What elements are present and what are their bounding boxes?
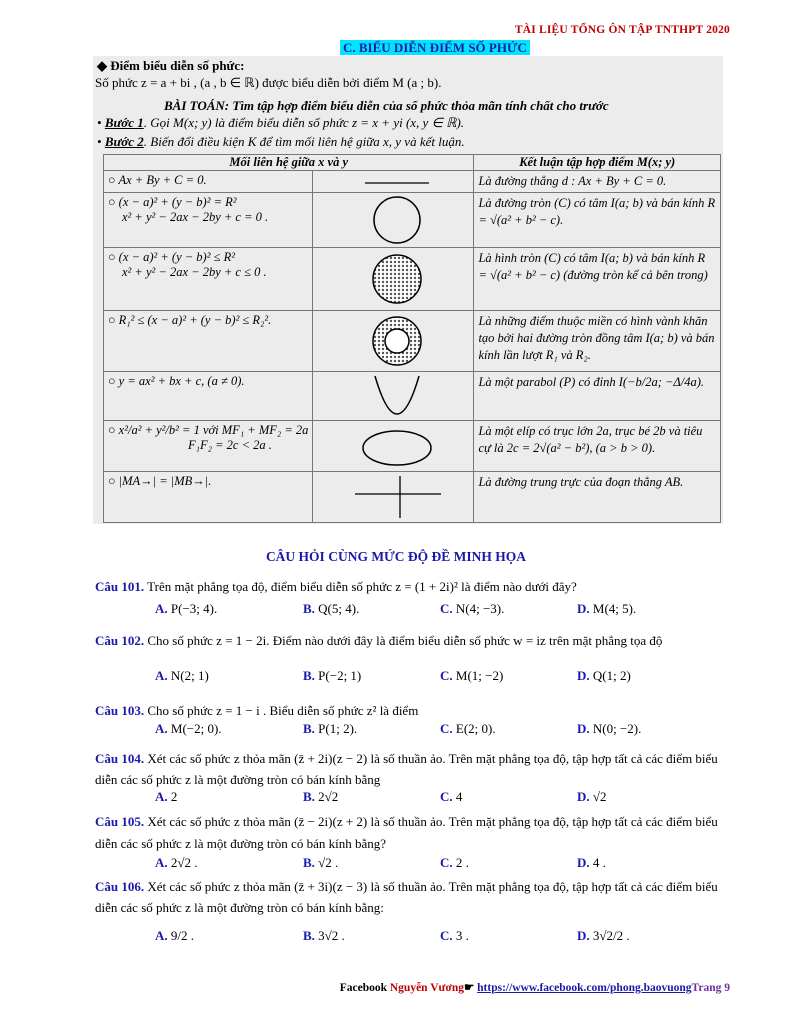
questions-title: CÂU HỎI CÙNG MỨC ĐỘ ĐỀ MINH HỌA [265,549,527,564]
theory-definition: Số phức z = a + bi , (a , b ∈ ℝ) được biểu diễn bởi điểm M (a ; b). [95,75,442,90]
option-d[interactable]: D. √2 [577,789,607,804]
theory-heading: ◆ Điểm biểu diễn số phức: [97,58,245,73]
question-101: Câu 101. Trên mặt phẳng tọa độ, điểm biểu diễn số phức z = (1 + 2i)² là điểm nào dưới đây? [95,579,577,594]
option-d[interactable]: D. N(0; −2). [577,721,642,736]
question-102: Câu 102. Cho số phức z = 1 − 2i. Điểm nào dưới đây là điểm biểu diễn số phức w = iz trên mặt phẳng tọa độ [95,633,663,648]
answer-options [155,855,715,873]
answer-options [155,668,715,686]
annulus-shape-icon [313,311,473,371]
option-a[interactable]: A. 2√2 . [155,855,198,870]
option-a[interactable]: A. P(−3; 4). [155,601,218,616]
disk-shape-icon [313,248,473,310]
option-a[interactable]: A. 2 [155,789,178,804]
step-1: • Bước 1. Gọi M(x; y) là điểm biểu diễn số phức z = x + yi (x, y ∈ ℝ). [97,115,465,130]
option-a[interactable]: A. N(2; 1) [155,668,209,683]
relation-table [103,154,721,523]
table-row: ○ Ax + By + C = 0. Là đường thẳng d : Ax + By + C = 0. [104,171,721,193]
header-title: TÀI LIỆU TỔNG ÔN TẬP TNTHPT 2020 [514,24,730,36]
option-d[interactable]: D. 3√2/2 . [577,928,630,943]
table-row: ○ (x − a)² + (y − b)² = R² x² + y² − 2ax − 2by + c = 0 . Là đường tròn (C) có tâm I(a; b) và bán kính R = √(a² + b² − c). [104,193,721,248]
table-row: ○ y = ax² + bx + c, (a ≠ 0). Là một parabol (P) có đỉnh I(−b/2a; −Δ/4a). [104,372,721,421]
option-b[interactable]: B. 3√2 . [303,928,345,943]
answer-options [155,721,715,739]
question-104: Câu 104. Xét các số phức z thỏa mãn (z̄ + 2i)(z − 2) là số thuần ảo. Trên mặt phẳng tọa độ, tập hợp tất cả các điểm biểu diễn các số phức z là một đường tròn có bán kính bằng [95,751,718,787]
option-b[interactable]: B. 2√2 [303,789,339,804]
option-a[interactable]: A. M(−2; 0). [155,721,222,736]
option-d[interactable]: D. 4 . [577,855,606,870]
table-row: ○ R₁² ≤ (x − a)² + (y − b)² ≤ R₂². Là những điểm thuộc miền có hình vành khăn tạo bởi hai đường tròn đồng tâm I(a; b) và bán kính lần lượt R₁ và R₂. [104,311,721,372]
option-a[interactable]: A. 9/2 . [155,928,195,943]
option-c[interactable]: C. 2 . [440,855,469,870]
option-d[interactable]: D. M(4; 5). [577,601,637,616]
question-103: Câu 103. Cho số phức z = 1 − i . Biểu diễn số phức z² là điểm [95,703,419,718]
section-title: C. BIỂU DIỄN ĐIỂM SỐ PHỨC [340,40,530,55]
option-c[interactable]: C. E(2; 0). [440,721,496,736]
option-c[interactable]: C. M(1; −2) [440,668,504,683]
option-c[interactable]: C. 4 [440,789,463,804]
page-footer: Facebook Nguyễn Vương☛ https://www.facebook.com/phong.baovuongTrang 9 [339,982,730,994]
circle-shape-icon [313,193,473,247]
facebook-link[interactable]: https://www.facebook.com/phong.baovuong [477,982,692,994]
line-shape-icon [313,171,473,189]
option-c[interactable]: C. 3 . [440,928,469,943]
option-d[interactable]: D. Q(1; 2) [577,668,631,683]
table-row: ○ x²/a² + y²/b² = 1 với MF₁ + MF₂ = 2a F₁F₂ = 2c < 2a . Là một elíp có trục lớn 2a, trục bé 2b và tiêu cự là 2c = 2√(a² − b²), (a > b > 0). [104,421,721,472]
option-b[interactable]: B. Q(5; 4). [303,601,360,616]
pointing-hand-icon: ☛ [463,982,478,994]
answer-options [155,601,715,619]
answer-options [155,789,715,807]
option-b[interactable]: B. √2 . [303,855,339,870]
option-b[interactable]: B. P(−2; 1) [303,668,362,683]
question-105: Câu 105. Xét các số phức z thỏa mãn (z̄ − 2i)(z + 2) là số thuần ảo. Trên mặt phẳng tọa độ, tập hợp tất cả các điểm biểu diễn các số phức z là một đường tròn có bán kính bằng? [95,814,718,851]
step-2: • Bước 2. Biến đổi điều kiện K để tìm mối liên hệ giữa x, y và kết luận. [97,134,465,149]
ellipse-shape-icon [313,421,473,471]
question-106: Câu 106. Xét các số phức z thỏa mãn (z̄ + 3i)(z − 3) là số thuần ảo. Trên mặt phẳng tọa độ, tập hợp tất cả các điểm biểu diễn các số phức z là một đường tròn có bán kính bằng: [95,879,718,915]
page-number: Trang 9 [691,982,730,994]
option-b[interactable]: B. P(1; 2). [303,721,358,736]
parabola-shape-icon [313,372,473,420]
table-head-left: Mối liên hệ giữa x và y [104,155,474,171]
table-head-right: Kết luận tập hợp điểm M(x; y) [474,155,721,171]
bisector-cross-icon [313,472,473,522]
problem-statement: BÀI TOÁN: Tìm tập hợp điểm biểu diễn của số phức thỏa mãn tính chất cho trước [164,98,609,113]
answer-options [155,928,715,946]
option-c[interactable]: C. N(4; −3). [440,601,505,616]
table-row: ○ |MA→| = |MB→|. Là đường trung trực của đoạn thẳng AB. [104,472,721,523]
table-row: ○ (x − a)² + (y − b)² ≤ R² x² + y² − 2ax − 2by + c ≤ 0 . Là hình tròn (C) có tâm I(a; b) và bán kính R = √(a² + b² − c) (đường tròn kể cả bên trong) [104,248,721,311]
